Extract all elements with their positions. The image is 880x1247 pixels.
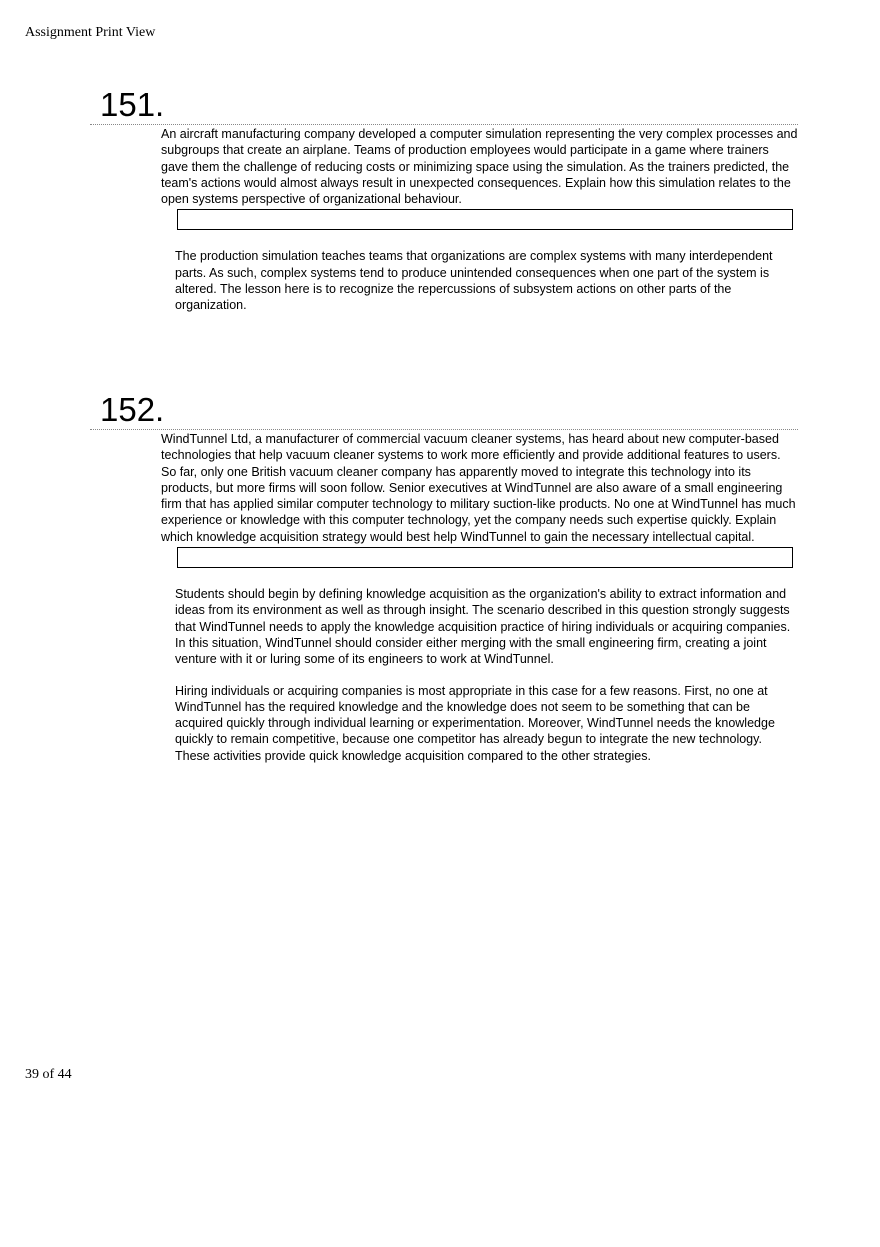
question-divider: [90, 429, 798, 430]
question-text: An aircraft manufacturing company developed a computer simulation representing the very complex processes and subgroups that create an airplane. Teams of production employees would participate in a game where trainers gave them the challenge of reducing costs or minimizing space using the simulation. As the trainers predicted, the team's actions would almost always result in unexpected consequences. Explain how this simulation relates to the open systems perspective of organizational behaviour.: [161, 127, 798, 207]
answer-input-box[interactable]: [177, 547, 793, 568]
question-number: 152.: [100, 391, 165, 428]
answer-paragraph: Students should begin by defining knowledge acquisition as the organization's ability to extract information and ideas from its environment as well as through insight. The scenario described in this question strongly suggests that WindTunnel needs to apply the knowledge acquisition practice of hiring individuals or acquiring companies. In this situation, WindTunnel should consider either merging with the small engineering firm, creating a joint venture with it or luring some of its engineers to work at WindTunnel.: [175, 587, 791, 667]
answer-text: [175, 248, 798, 313]
question-151: [90, 86, 798, 329]
answer-paragraph: The production simulation teaches teams that organizations are complex systems with many interdependent parts. As such, complex systems tend to produce unintended consequences when one part of the system is altered. The lesson here is to recognize the repercussions of subsystem actions on other parts of the organization.: [175, 249, 773, 313]
page-header: Assignment Print View: [25, 25, 156, 40]
answer-paragraph: Hiring individuals or acquiring companies is most appropriate in this case for a few reasons. First, no one at WindTunnel has the required knowledge and the knowledge does not seem to be something that can be acquired quickly through individual learning or experimentation. Moreover, WindTunnel needs the knowledge quickly to remain competitive, because one competitor has already begun to integrate the new technology. These activities provide quick knowledge acquisition compared to the other strategies.: [175, 683, 775, 763]
question-divider: [90, 124, 798, 125]
question-number: 151.: [100, 86, 165, 123]
answer-text: [175, 586, 798, 764]
question-text: WindTunnel Ltd, a manufacturer of commercial vacuum cleaner systems, has heard about new computer-based technologies that help vacuum cleaner systems to work more efficiently and provide additional features to users. So far, only one British vacuum cleaner company has apparently moved to integrate this technology into its products, but more firms will soon follow. Senior executives at WindTunnel are also aware of a small engineering firm that has applied similar computer technology to military suction-like products. No one at WindTunnel has much experience or knowledge with this computer technology, yet the company needs such expertise quickly. Explain which knowledge acquisition strategy would best help WindTunnel to gain the necessary intellectual capital.: [161, 432, 796, 544]
question-152: [90, 391, 798, 779]
page-indicator: 39 of 44: [25, 1067, 72, 1082]
answer-input-box[interactable]: [177, 209, 793, 230]
